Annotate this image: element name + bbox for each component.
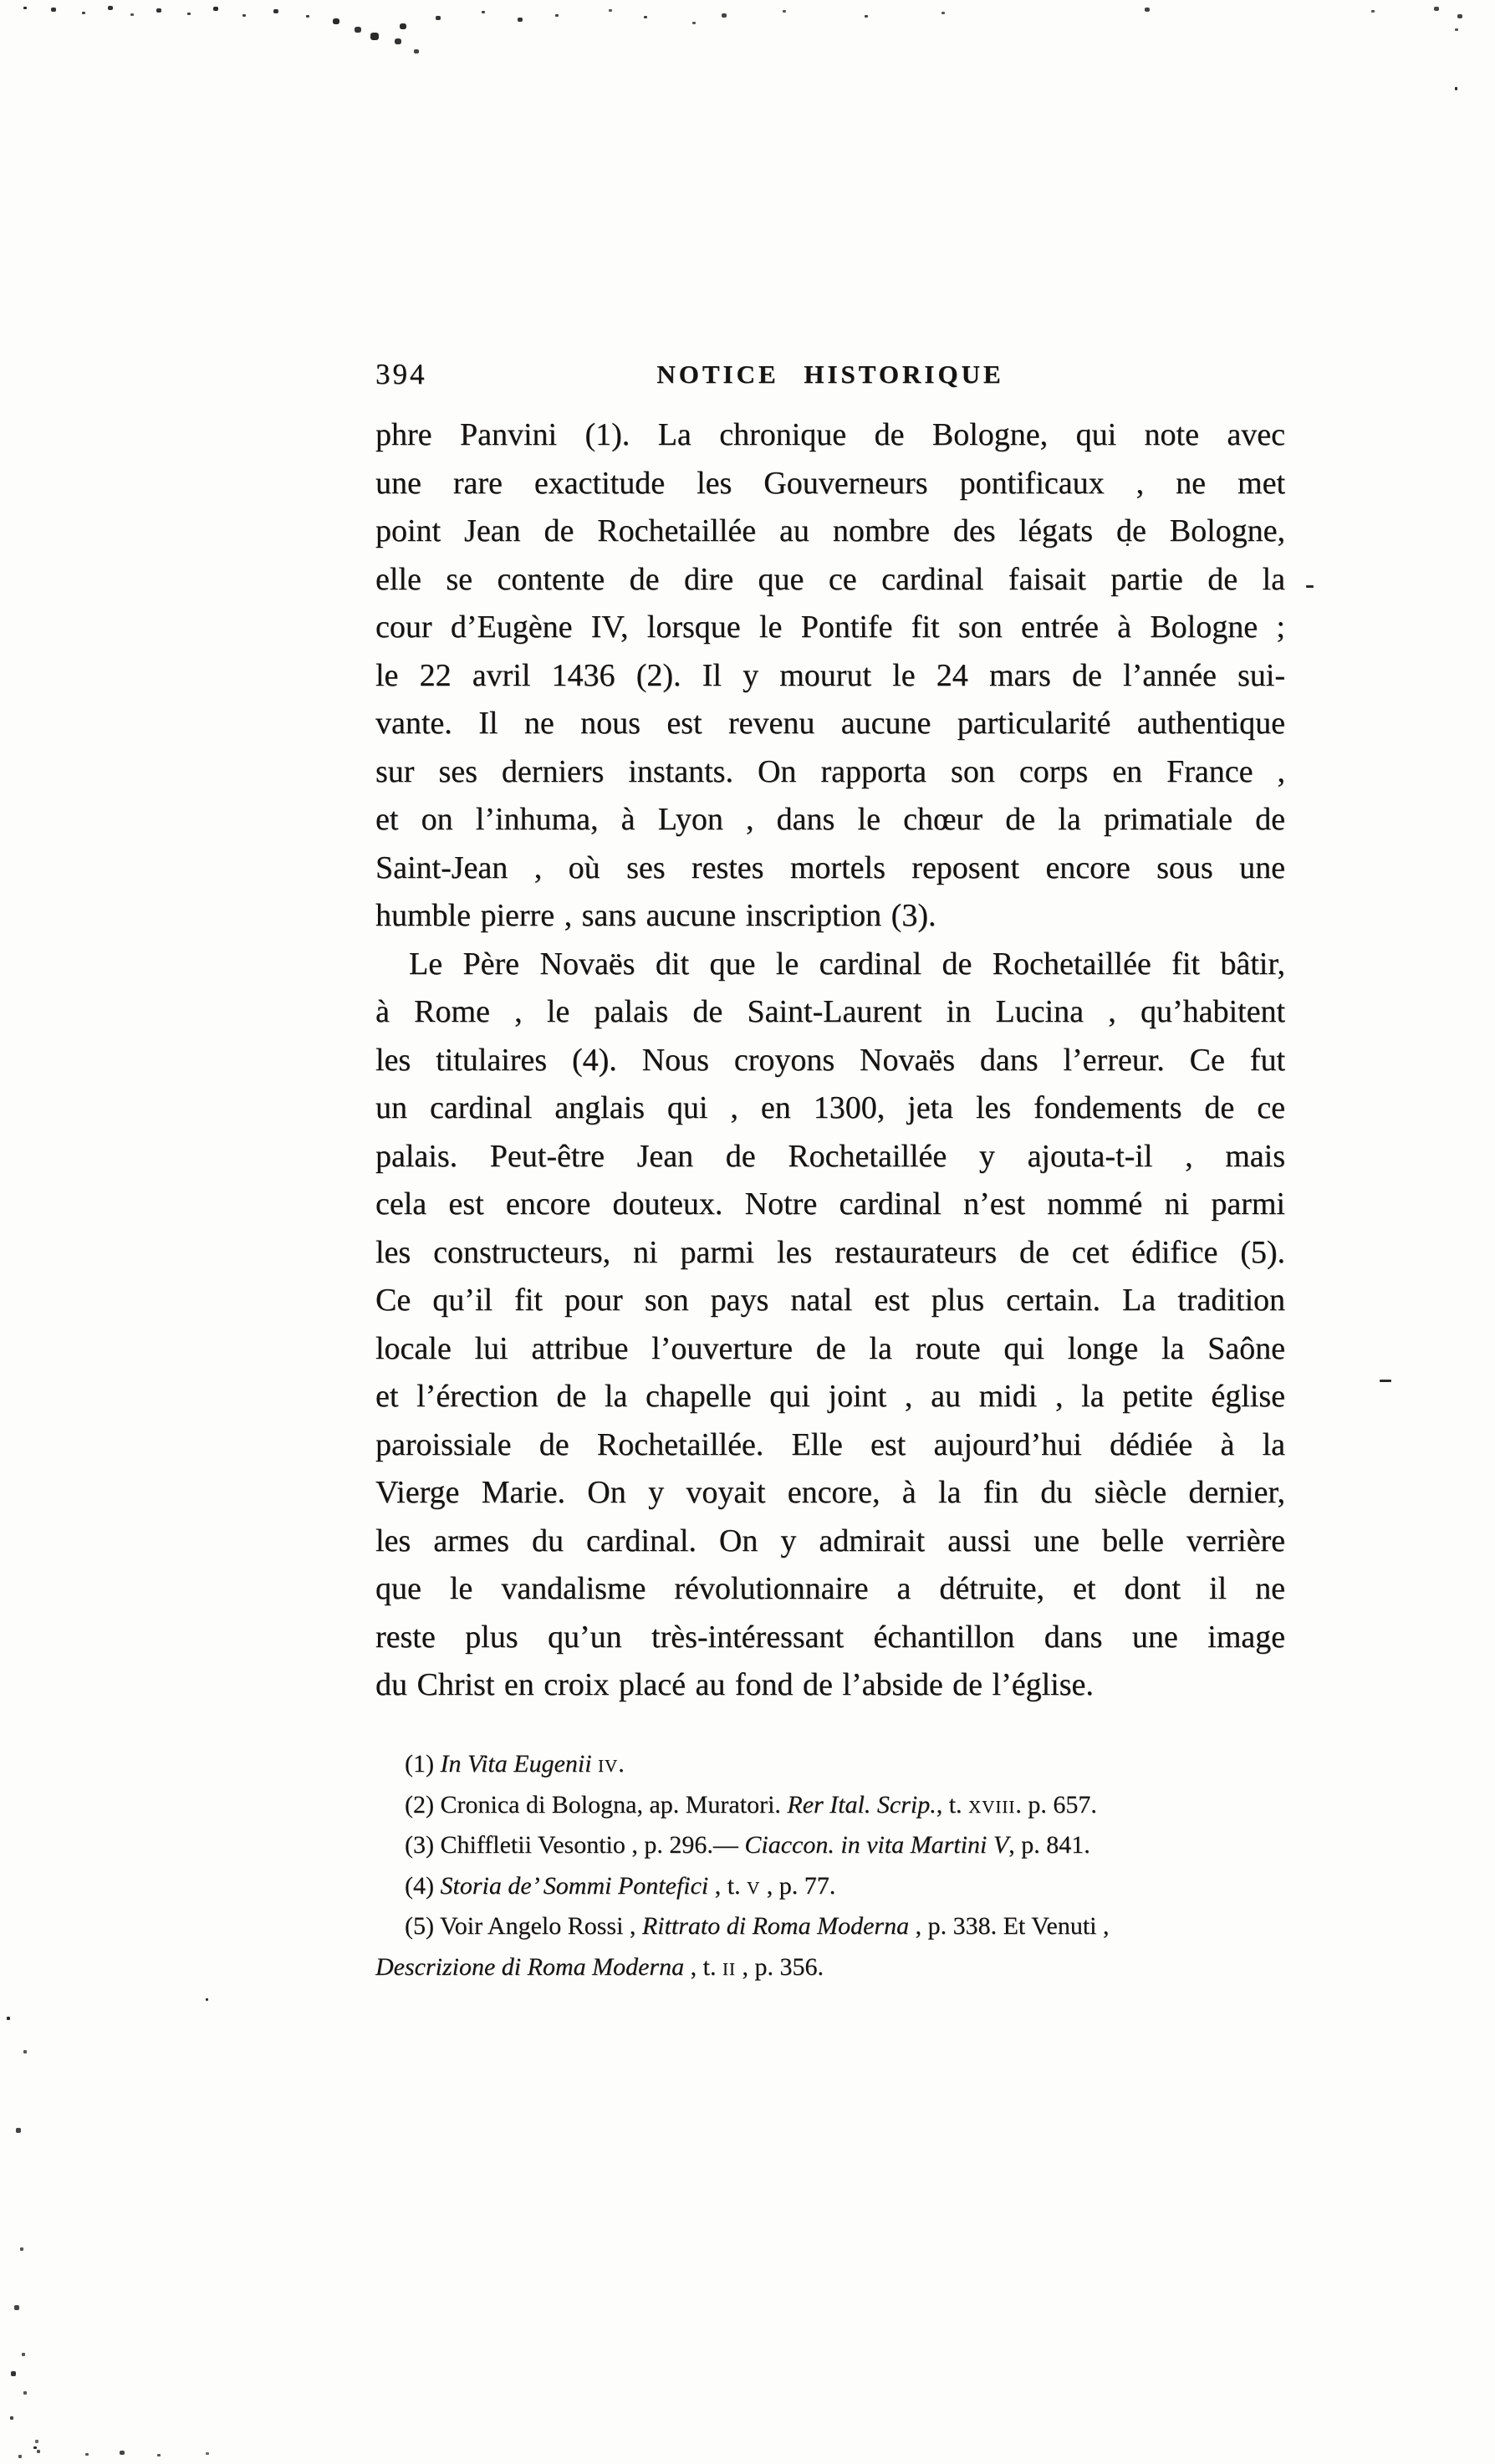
text-line: Vierge Marie. On y voyait encore, à la fin du siècle dernier, [375,1475,1285,1510]
text-line: cour d’Eugène IV, lorsque le Pontife fit son entrée à Bologne ; [375,610,1285,645]
footnote-text: , p. 338. Et Venuti , [915,1912,1110,1940]
footnote-text: , t. [690,1952,722,1981]
text-line: les titulaires (4). Nous croyons Novaës dans l’erreur. Ce fut [375,1042,1285,1078]
text-line: Saint-Jean , où ses restes mortels reposent encore sous une [375,849,1285,885]
footnote-text: , t. [714,1871,748,1900]
footnote-italic-text: In Vita Eugenii [440,1750,599,1778]
footnote-text: iv [598,1750,619,1778]
footnote-text: , t. [936,1790,969,1819]
text-line: paroissiale de Rochetaillée. Elle est aujourd’hui dédiée à la [375,1426,1285,1462]
footnote-line [375,1744,1287,1785]
footnote-text: (5) Voir Angelo Rossi , [405,1912,642,1940]
footnote-text: (4) [405,1871,441,1900]
text-line: du Christ en croix placé au fond de l’abside de l’église. [375,1667,1094,1702]
text-line: elle se contente de dire que ce cardinal faisait partie de la [375,561,1285,597]
text-line: phre Panvini (1). La chronique de Bologne, qui note avec [375,417,1285,452]
footnote-line [375,1825,1287,1866]
text-line: point Jean de Rochetaillée au nombre des légats de Bologne, [375,513,1285,548]
scan-noise-top [23,7,27,9]
running-head [375,356,1285,393]
footnote-text: xviii [968,1790,1016,1819]
text-line: cela est encore douteux. Notre cardinal n’est nommé ni parmi [375,1186,1285,1222]
text-line: les constructeurs, ni parmi les restaurateurs de cet édifice (5). [375,1234,1285,1270]
text-line: reste plus qu’un très-intéressant échantillon dans une image [375,1619,1285,1655]
text-line: que le vandalisme révolutionnaire a détruite, et dont il ne [375,1571,1285,1606]
text-line: Le Père Novaës dit que le cardinal de Rochetaillée fit bâtir, [409,946,1285,982]
footnote-italic-text: Storia de’ Sommi Pontefici [440,1871,715,1900]
text-line: et l’érection de la chapelle qui joint , au midi , la petite église [375,1379,1285,1414]
scan-speck [206,1998,208,2001]
text-line: vante. Il ne nous est revenu aucune particularité authentique [375,706,1285,741]
footnote-line [375,1906,1287,1947]
footnote-italic-text: Rer Ital. Scrip. [787,1790,936,1819]
scan-speck [1380,1380,1391,1382]
footnote-italic-text: Rittrato di Roma Moderna [641,1912,916,1940]
footnote-text: ii [722,1952,736,1981]
text-line: locale lui attribue l’ouverture de la route qui longe la Saône [375,1330,1285,1366]
footnote-text: v [747,1871,761,1900]
footnote-text: , p. 841. [1008,1831,1090,1859]
footnote-text: . p. 657. [1015,1790,1097,1819]
text-line: à Rome , le palais de Saint-Laurent in Lucina , qu’habitent [375,994,1285,1029]
footnote-line [375,1866,1287,1907]
footnote-line [375,1947,1287,1988]
footnote-text: . [618,1750,625,1778]
body-text [375,411,1285,1710]
text-line: palais. Peut-être Jean de Rochetaillée y ajouta-t-il , mais [375,1138,1285,1174]
footnote-text: (1) [405,1750,441,1778]
footnote-italic-text: Ciaccon. in vita Martini V [744,1831,1009,1859]
text-line: humble pierre , sans aucune inscription (3). [375,898,936,933]
footnote-line [375,1785,1287,1826]
scan-noise-left-margin [7,2017,10,2020]
text-line: les armes du cardinal. On y admirait aussi une belle verrière [375,1523,1285,1558]
text-line: et on l’inhuma, à Lyon , dans le chœur de la primatiale de [375,802,1285,837]
scan-speck [1306,585,1314,588]
text-line: sur ses derniers instants. On rapporta son corps en France , [375,753,1285,789]
scan-noise-bottom [33,2446,37,2449]
text-line: un cardinal anglais qui , en 1300, jeta les fondements de ce [375,1090,1285,1125]
footnote-text: (2) Cronica di Bologna, ap. Muratori. [405,1790,788,1819]
text-line: une rare exactitude les Gouverneurs pontificaux , ne met [375,465,1285,501]
footnote-italic-text: Descrizione di Roma Moderna [375,1952,691,1981]
text-line: Ce qu’il fit pour son pays natal est plus certain. La tradition [375,1283,1285,1318]
footnote-text: , p. 356. [735,1952,824,1981]
text-line: le 22 avril 1436 (2). Il y mourut le 24 mars de l’année sui- [375,657,1285,693]
running-title: NOTICE HISTORIQUE [656,360,1004,389]
footnote-text: , p. 77. [760,1871,836,1900]
page-number: 394 [375,358,427,390]
footnote-text: (3) Chiffletii Vesontio , p. 296.— [405,1831,745,1859]
scan-speck [1455,87,1457,90]
footnotes [375,1744,1287,1987]
